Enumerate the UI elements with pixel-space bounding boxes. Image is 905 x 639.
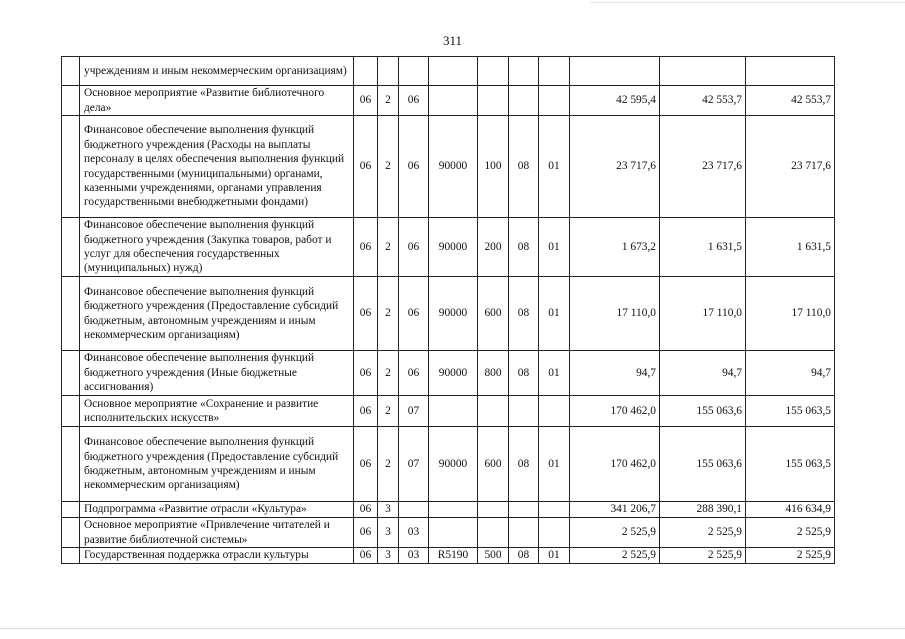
row-name: Финансовое обеспечение выполнения функций бюджетного учреждения (Расходы на выплаты персоналу в целях обеспечения выполнения функций государственными (муниципальными) органами, казенными учреждениями, органами управления государственными внебюджетными фондами) [80, 116, 354, 218]
code-cell: 500 [478, 548, 509, 564]
left-margin-cell [62, 502, 80, 518]
table-row [62, 427, 835, 502]
amount-cell: 94,7 [570, 351, 660, 396]
code-cell [429, 396, 478, 427]
left-margin-cell [62, 518, 80, 548]
code-cell: 06 [354, 86, 378, 116]
row-name: Государственная поддержка отрасли культуры [80, 548, 354, 564]
left-margin-cell [62, 427, 80, 502]
table-row [62, 218, 835, 277]
code-cell: 2 [378, 86, 399, 116]
code-cell: 01 [539, 427, 570, 502]
scan-edge-bottom [0, 628, 905, 629]
budget-table [61, 56, 835, 564]
code-cell: 2 [378, 116, 399, 218]
amount-cell: 94,7 [746, 351, 835, 396]
amount-cell: 17 110,0 [570, 277, 660, 351]
left-margin-cell [62, 116, 80, 218]
code-cell: 06 [354, 277, 378, 351]
code-cell: 08 [509, 351, 539, 396]
row-name: Основное мероприятие «Сохранение и развитие исполнительских искусств» [80, 396, 354, 427]
code-cell [429, 57, 478, 86]
table-row [62, 351, 835, 396]
code-cell: 08 [509, 218, 539, 277]
code-cell [478, 57, 509, 86]
code-cell: 01 [539, 116, 570, 218]
amount-cell: 42 553,7 [660, 86, 746, 116]
amount-cell: 23 717,6 [746, 116, 835, 218]
code-cell: 90000 [429, 116, 478, 218]
amount-cell: 23 717,6 [570, 116, 660, 218]
amount-cell: 155 063,6 [660, 396, 746, 427]
code-cell [539, 396, 570, 427]
code-cell: 2 [378, 351, 399, 396]
code-cell: 06 [354, 116, 378, 218]
amount-cell: 170 462,0 [570, 396, 660, 427]
amount-cell: 17 110,0 [660, 277, 746, 351]
code-cell: 07 [399, 396, 429, 427]
left-margin-cell [62, 396, 80, 427]
code-cell [354, 57, 378, 86]
code-cell [378, 57, 399, 86]
code-cell [399, 57, 429, 86]
code-cell [478, 396, 509, 427]
table-row [62, 396, 835, 427]
left-margin-cell [62, 57, 80, 86]
row-name: Финансовое обеспечение выполнения функций бюджетного учреждения (Закупка товаров, работ и услуг для обеспечения государственных (муниципальных) нужд) [80, 218, 354, 277]
code-cell: 08 [509, 427, 539, 502]
table-row [62, 86, 835, 116]
table-row [62, 277, 835, 351]
code-cell: 90000 [429, 218, 478, 277]
left-margin-cell [62, 351, 80, 396]
row-name: Финансовое обеспечение выполнения функций бюджетного учреждения (Предоставление субсидий бюджетным, автономным учреждениям и иным некоммерческим организациям) [80, 277, 354, 351]
amount-cell: 288 390,1 [660, 502, 746, 518]
code-cell [509, 86, 539, 116]
code-cell: 06 [354, 518, 378, 548]
row-name: учреждениям и иным некоммерческим организациям) [80, 57, 354, 86]
code-cell: 90000 [429, 351, 478, 396]
code-cell [429, 518, 478, 548]
amount-cell [746, 57, 835, 86]
code-cell: 2 [378, 396, 399, 427]
code-cell: 600 [478, 427, 509, 502]
code-cell: 90000 [429, 277, 478, 351]
table-row [62, 57, 835, 86]
code-cell: 06 [399, 351, 429, 396]
amount-cell: 2 525,9 [660, 548, 746, 564]
amount-cell: 42 595,4 [570, 86, 660, 116]
code-cell [539, 518, 570, 548]
code-cell: 06 [354, 502, 378, 518]
code-cell: 100 [478, 116, 509, 218]
code-cell: 06 [354, 427, 378, 502]
page-number: 311 [442, 33, 463, 48]
amount-cell: 23 717,6 [660, 116, 746, 218]
code-cell: 600 [478, 277, 509, 351]
amount-cell: 2 525,9 [570, 548, 660, 564]
code-cell: 06 [354, 351, 378, 396]
amount-cell [660, 57, 746, 86]
code-cell: 800 [478, 351, 509, 396]
code-cell [429, 86, 478, 116]
code-cell [539, 86, 570, 116]
amount-cell: 341 206,7 [570, 502, 660, 518]
code-cell [539, 57, 570, 86]
code-cell [478, 518, 509, 548]
code-cell: 3 [378, 502, 399, 518]
code-cell: 200 [478, 218, 509, 277]
amount-cell: 1 673,2 [570, 218, 660, 277]
code-cell: 06 [354, 548, 378, 564]
table-row [62, 502, 835, 518]
code-cell [478, 86, 509, 116]
code-cell: 2 [378, 427, 399, 502]
code-cell: 08 [509, 277, 539, 351]
amount-cell: 17 110,0 [746, 277, 835, 351]
code-cell: 01 [539, 218, 570, 277]
table-row [62, 548, 835, 564]
scan-edge-top [590, 2, 905, 3]
row-name: Основное мероприятие «Привлечение читателей и развитие библиотечной системы» [80, 518, 354, 548]
amount-cell: 94,7 [660, 351, 746, 396]
code-cell: 3 [378, 518, 399, 548]
amount-cell: 2 525,9 [570, 518, 660, 548]
code-cell: 08 [509, 116, 539, 218]
code-cell: 06 [399, 116, 429, 218]
code-cell: 06 [399, 86, 429, 116]
amount-cell: 155 063,5 [746, 427, 835, 502]
amount-cell: 42 553,7 [746, 86, 835, 116]
code-cell: 2 [378, 218, 399, 277]
row-name: Финансовое обеспечение выполнения функций бюджетного учреждения (Иные бюджетные ассигнования) [80, 351, 354, 396]
amount-cell: 155 063,6 [660, 427, 746, 502]
code-cell [478, 502, 509, 518]
row-name: Подпрограмма «Развитие отрасли «Культура» [80, 502, 354, 518]
code-cell [509, 57, 539, 86]
left-margin-cell [62, 277, 80, 351]
code-cell [509, 396, 539, 427]
left-margin-cell [62, 218, 80, 277]
table-row [62, 518, 835, 548]
amount-cell [570, 57, 660, 86]
code-cell: 03 [399, 518, 429, 548]
amount-cell: 1 631,5 [746, 218, 835, 277]
left-margin-cell [62, 548, 80, 564]
amount-cell: 2 525,9 [746, 518, 835, 548]
left-margin-cell [62, 86, 80, 116]
code-cell: 06 [354, 218, 378, 277]
code-cell: 01 [539, 548, 570, 564]
code-cell: 06 [399, 277, 429, 351]
code-cell: 3 [378, 548, 399, 564]
code-cell: 2 [378, 277, 399, 351]
amount-cell: 416 634,9 [746, 502, 835, 518]
code-cell: 01 [539, 277, 570, 351]
code-cell [509, 518, 539, 548]
table-row [62, 116, 835, 218]
amount-cell: 1 631,5 [660, 218, 746, 277]
row-name: Основное мероприятие «Развитие библиотечного дела» [80, 86, 354, 116]
code-cell: 06 [399, 218, 429, 277]
row-name: Финансовое обеспечение выполнения функций бюджетного учреждения (Предоставление субсидий бюджетным, автономным учреждениям и иным некоммерческим организациям) [80, 427, 354, 502]
code-cell: 07 [399, 427, 429, 502]
code-cell [539, 502, 570, 518]
amount-cell: 155 063,5 [746, 396, 835, 427]
amount-cell: 2 525,9 [660, 518, 746, 548]
amount-cell: 2 525,9 [746, 548, 835, 564]
code-cell: 01 [539, 351, 570, 396]
code-cell [509, 502, 539, 518]
code-cell: 90000 [429, 427, 478, 502]
code-cell: 08 [509, 548, 539, 564]
code-cell [399, 502, 429, 518]
code-cell: 03 [399, 548, 429, 564]
amount-cell: 170 462,0 [570, 427, 660, 502]
code-cell [429, 502, 478, 518]
code-cell: R5190 [429, 548, 478, 564]
code-cell: 06 [354, 396, 378, 427]
